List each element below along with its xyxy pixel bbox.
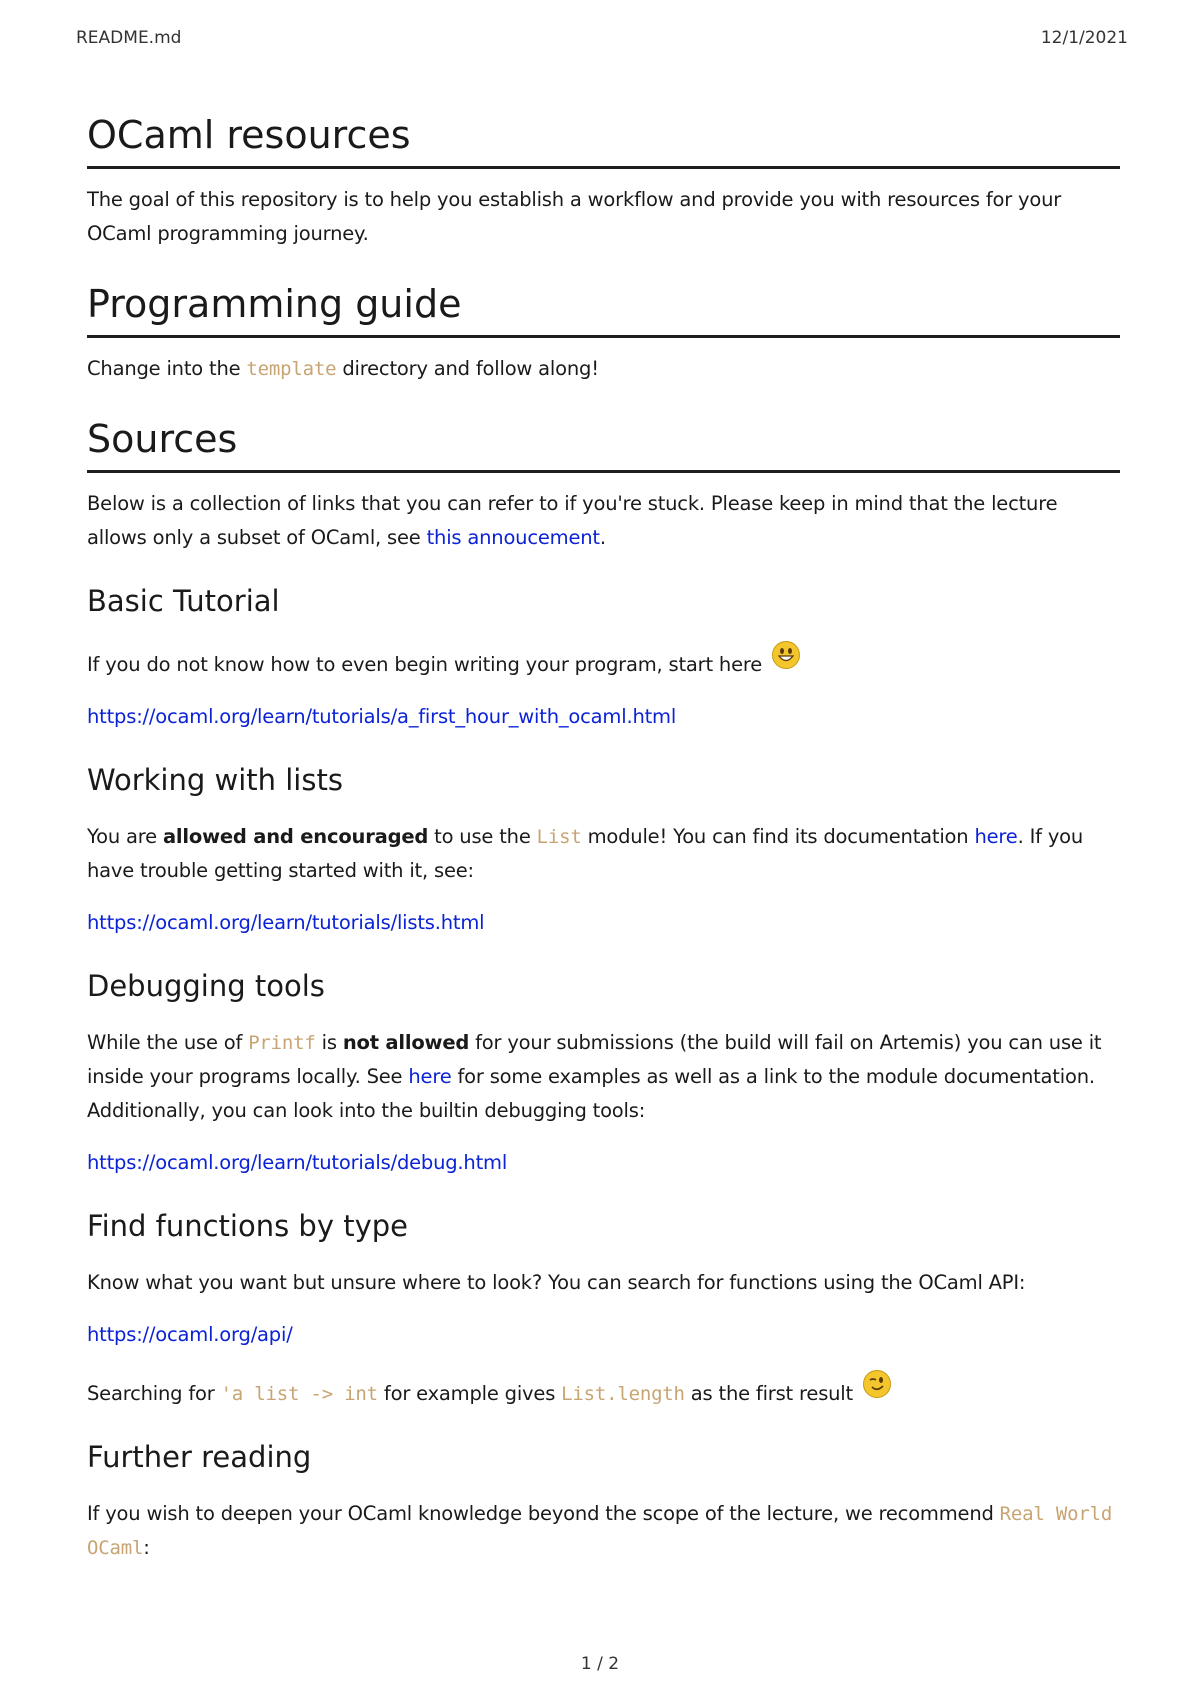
printf-code: Printf <box>248 1032 316 1054</box>
list-docs-link[interactable]: here <box>974 825 1018 848</box>
guide-paragraph: Change into the template directory and follow along! <box>87 357 599 380</box>
grinning-face-icon <box>772 641 800 669</box>
heading-basic-tutorial: Basic Tutorial <box>87 584 280 618</box>
header-date: 12/1/2021 <box>1040 28 1128 48</box>
list-code: List <box>536 826 582 848</box>
list-length-code: List.length <box>561 1383 685 1405</box>
search-example-paragraph: Searching for 'a list -> int for example gives List.length as the first result <box>87 1370 1120 1411</box>
lists-paragraph: You are allowed and encouraged to use the List module! You can find its documentation here. If you have trouble getting started with it, see: <box>87 825 1084 882</box>
page-number: 1 / 2 <box>580 1654 620 1674</box>
print-header <box>76 28 1128 48</box>
ocaml-api-link[interactable]: https://ocaml.org/api/ <box>87 1323 293 1346</box>
heading-further-reading: Further reading <box>87 1440 312 1474</box>
debug-url-paragraph <box>87 1146 1120 1180</box>
basic-paragraph: If you do not know how to even begin writing your program, start here <box>87 641 1120 682</box>
find-paragraph: Know what you want but unsure where to look? You can search for functions using the OCaml API: <box>87 1271 1026 1294</box>
heading-debugging-tools: Debugging tools <box>87 969 325 1003</box>
winking-face-icon <box>863 1370 891 1398</box>
printf-examples-link[interactable]: here <box>408 1065 452 1088</box>
intro-paragraph: The goal of this repository is to help you establish a workflow and provide you with resources for your OCaml programming journey. <box>87 188 1062 245</box>
basic-tutorial-link[interactable]: https://ocaml.org/learn/tutorials/a_first_hour_with_ocaml.html <box>87 705 677 728</box>
heading-working-with-lists: Working with lists <box>87 763 343 797</box>
announcement-link[interactable]: this annoucement <box>426 526 600 549</box>
page-title: OCaml resources <box>87 112 1120 169</box>
header-filename: README.md <box>76 28 182 48</box>
type-signature-code: 'a list -> int <box>220 1383 378 1405</box>
basic-url-paragraph <box>87 700 1120 734</box>
find-url-paragraph <box>87 1318 1120 1352</box>
debug-tutorial-link[interactable]: https://ocaml.org/learn/tutorials/debug.html <box>87 1151 508 1174</box>
heading-sources: Sources <box>87 416 1120 473</box>
further-paragraph: If you wish to deepen your OCaml knowledge beyond the scope of the lecture, we recommend Real World OCaml: <box>87 1502 1113 1559</box>
real-world-ocaml-code: Real World OCaml <box>87 1503 1113 1559</box>
template-code: template <box>246 358 337 380</box>
sources-paragraph: Below is a collection of links that you can refer to if you're stuck. Please keep in mind that the lecture allows only a subset of OCaml, see this annoucement. <box>87 492 1058 549</box>
heading-find-functions: Find functions by type <box>87 1209 408 1243</box>
lists-tutorial-link[interactable]: https://ocaml.org/learn/tutorials/lists.html <box>87 911 485 934</box>
lists-url-paragraph <box>87 906 1120 940</box>
document-content <box>87 112 1120 1583</box>
debug-paragraph: While the use of Printf is not allowed for your submissions (the build will fail on Artemis) you can use it inside your programs locally. See here for some examples as well as a link to the module documentation. Additionally, you can look into the builtin debugging tools: <box>87 1031 1102 1122</box>
heading-programming-guide: Programming guide <box>87 281 1120 338</box>
